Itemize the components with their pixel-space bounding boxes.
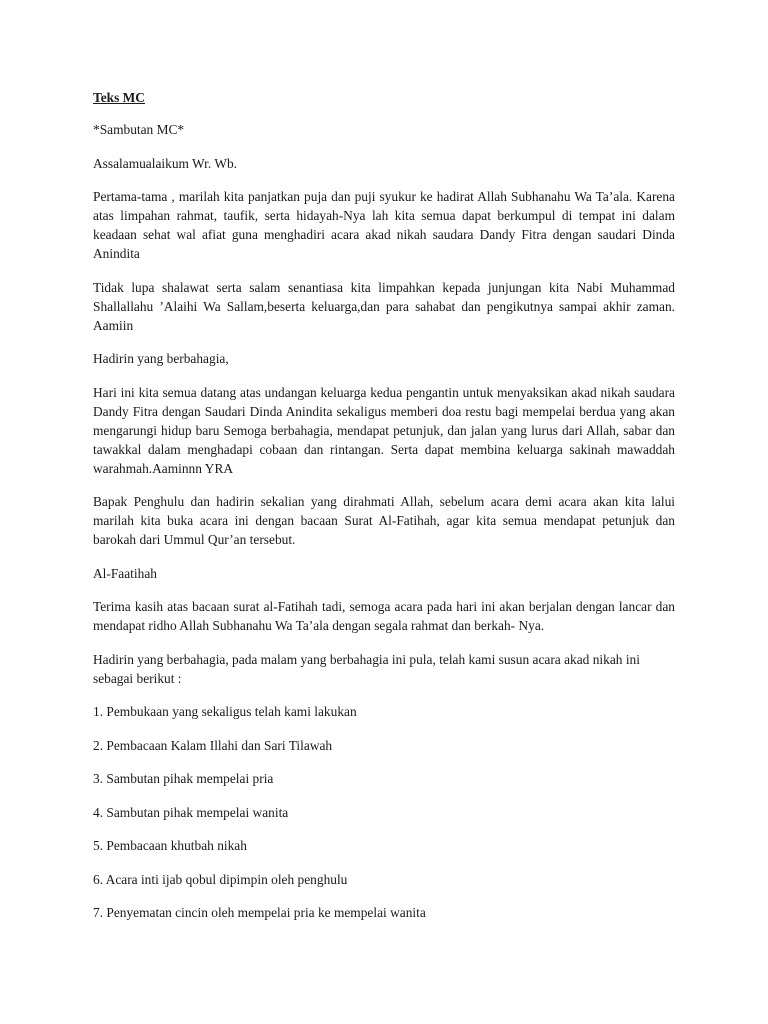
document-subtitle: *Sambutan MC* [93, 122, 185, 137]
document-body [93, 88, 675, 937]
list-item: 2. Pembacaan Kalam Illahi dan Sari Tilawah [93, 737, 333, 753]
paragraph-undangan: Hari ini kita semua datang atas undangan keluarga kedua pengantin untuk menyaksikan akad nikah saudara Dandy Fitra dengan Saudari Dinda Anindita sekaligus memberi doa restu bagi mempelai berdua yang akan mengarungi hidup baru Semoga berbahagia, mendapat petunjuk, dan jalan yang lurus dari Allah, sabar dan tawakkal dalam menghadapi cobaan dan rintangan. Serta dapat membina keluarga sakinah mawaddah warahmah.Aaminnn YRA [93, 384, 675, 476]
paragraph-hadirin: Hadirin yang berbahagia, [93, 351, 229, 366]
paragraph-terima-kasih: Terima kasih atas bacaan surat al-Fatihah tadi, semoga acara pada hari ini akan berjalan dengan lancar dan mendapat ridho Allah Subhanahu Wa Ta’ala dengan segala rahmat dan berkah- Nya. [93, 599, 675, 633]
paragraph-susunan-acara: Hadirin yang berbahagia, pada malam yang berbahagia ini pula, telah kami susun acara akad nikah ini sebagai berikut : [93, 651, 640, 686]
greeting: Assalamualaikum Wr. Wb. [93, 155, 238, 171]
list-item: 4. Sambutan pihak mempelai wanita [93, 804, 289, 820]
list-item: 1. Pembukaan yang sekaligus telah kami lakukan [93, 704, 357, 719]
list-item: 7. Penyematan cincin oleh mempelai pria ke mempelai wanita [93, 905, 426, 920]
list-item: 6. Acara inti ijab qobul dipimpin oleh penghulu [93, 871, 348, 887]
paragraph-fatihah-intro: Bapak Penghulu dan hadirin sekalian yang dirahmati Allah, sebelum acara demi acara akan kita lalui marilah kita buka acara ini dengan bacaan Surat Al-Fatihah, agar kita semua mendapat petunjuk dan barokah dari Ummul Qur’an tersebut. [93, 494, 675, 547]
agenda-list [93, 702, 675, 922]
document-title: Teks MC [93, 90, 145, 105]
paragraph-al-faatihah: Al-Faatihah [93, 565, 157, 581]
list-item: 5. Pembacaan khutbah nikah [93, 838, 247, 853]
paragraph-shalawat: Tidak lupa shalawat serta salam senantiasa kita limpahkan kepada junjungan kita Nabi Muhammad Shallallahu ’Alaihi Wa Sallam,beserta keluarga,dan para sahabat dan pengikutnya sampai akhir zaman. Aamiin [93, 279, 675, 333]
list-item: 3. Sambutan pihak mempelai pria [93, 771, 274, 786]
paragraph-opening: Pertama-tama , marilah kita panjatkan puja dan puji syukur ke hadirat Allah Subhanahu Wa Ta’ala. Karena atas limpahan rahmat, taufik, serta hidayah-Nya lah kita semua dapat berkumpul di tempat ini dalam keadaan sehat wal afiat guna menghadiri acara akad nikah saudara Dandy Fitra dengan saudari Dinda Anindita [93, 189, 675, 261]
